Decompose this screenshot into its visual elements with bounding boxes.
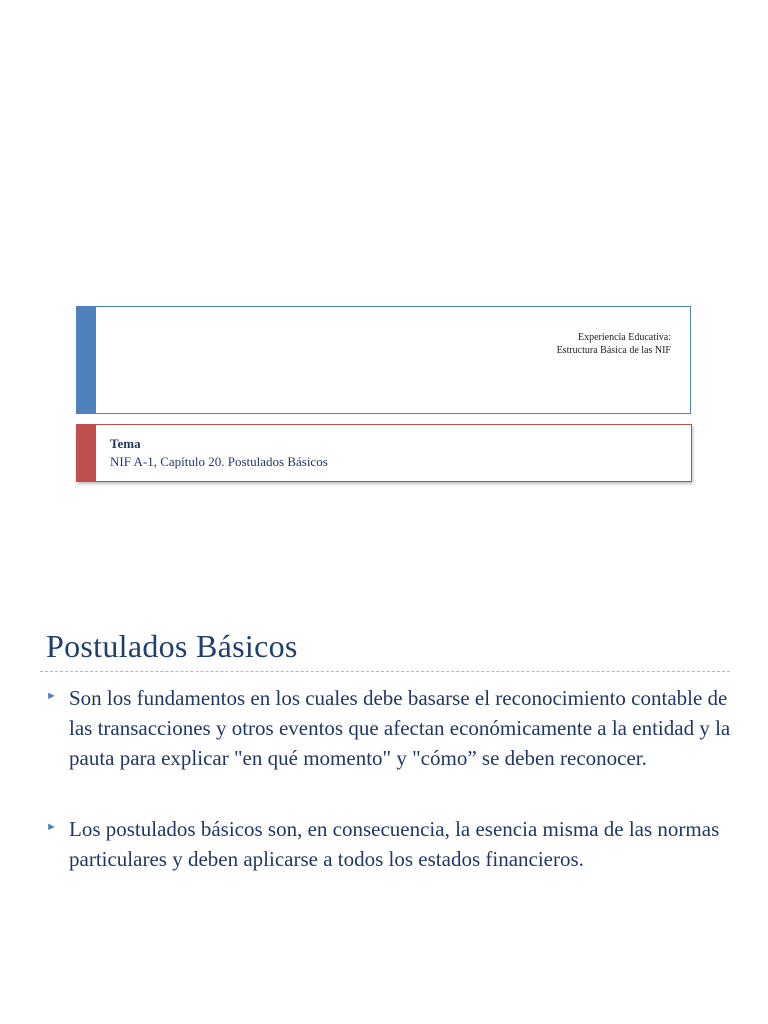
heading-divider	[40, 671, 730, 672]
bullet-item	[46, 683, 736, 773]
bullet-item	[46, 814, 736, 874]
bullet-text: Son los fundamentos en los cuales debe basarse el reconocimiento contable de las transacciones y otros eventos que afectan económicamente a la entidad y la pauta para explicar "en qué momento" y "cómo” se deben reconocer.	[69, 686, 731, 770]
cover-title-box	[76, 306, 691, 414]
cover-title	[557, 331, 671, 357]
triangle-right-icon: ►	[46, 821, 57, 833]
cover-topic-box	[76, 424, 692, 482]
bullet-list	[46, 683, 736, 874]
topic-value: NIF A-1, Capítulo 20. Postulados Básicos	[110, 454, 328, 469]
section-heading: Postulados Básicos	[46, 628, 298, 664]
topic-accent-bar	[76, 424, 96, 482]
triangle-right-icon: ►	[46, 690, 57, 702]
title-accent-bar	[76, 306, 96, 414]
cover-title-line-1: Experiencia Educativa:	[577, 332, 671, 343]
bullet-text: Los postulados básicos son, en consecuencia, la esencia misma de las normas particulares y deben aplicarse a todos los estados financieros.	[69, 817, 720, 871]
cover-title-line-2: Estructura Básica de las NIF	[556, 345, 671, 356]
topic-label: Tema	[110, 436, 141, 451]
